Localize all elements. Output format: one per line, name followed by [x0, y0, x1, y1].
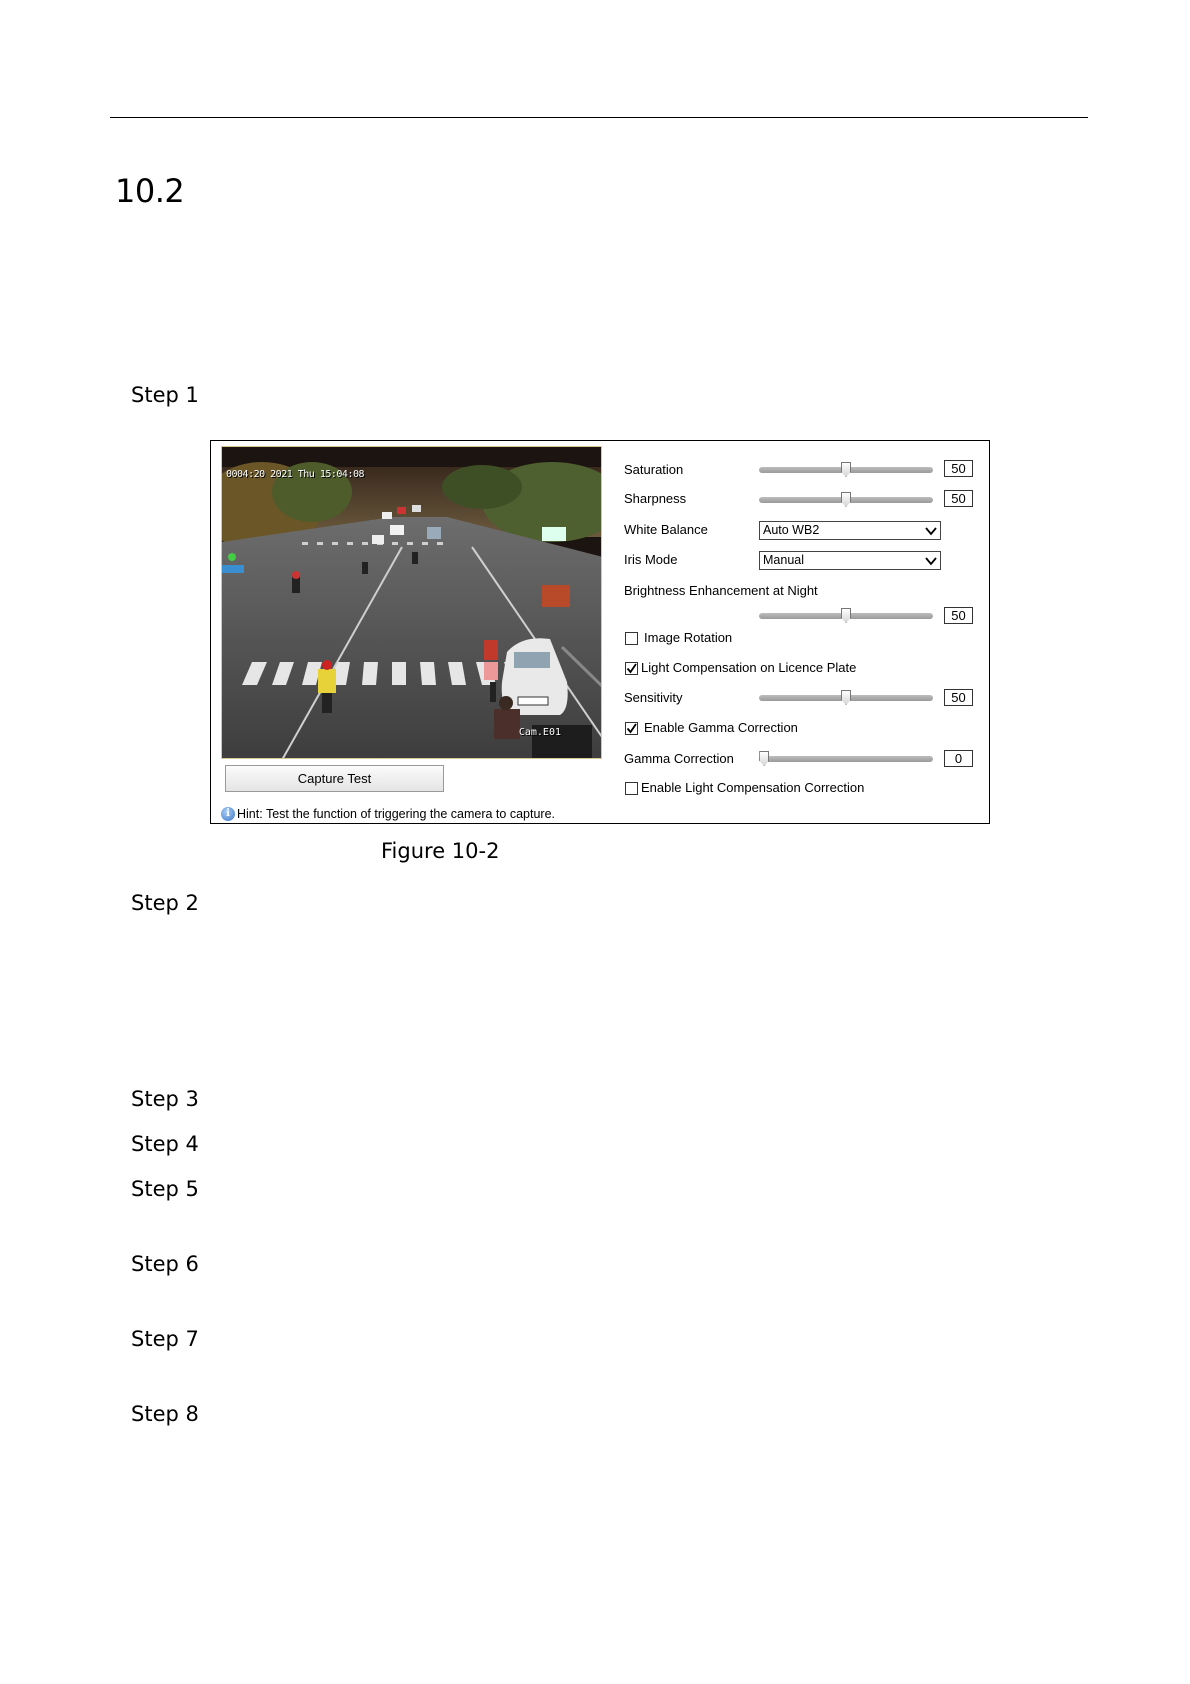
- step-4-label: Step 4: [131, 1132, 199, 1156]
- saturation-slider[interactable]: [759, 467, 933, 473]
- iris-mode-selected: Manual: [763, 553, 804, 567]
- sensitivity-slider[interactable]: [759, 695, 933, 701]
- white-balance-label: White Balance: [624, 522, 708, 537]
- light-comp-plate-label: Light Compensation on Licence Plate: [641, 660, 857, 675]
- brightness-night-label: Brightness Enhancement at Night: [624, 583, 818, 598]
- white-balance-select[interactable]: [759, 521, 941, 540]
- enable-light-comp-label: Enable Light Compensation Correction: [641, 780, 865, 795]
- live-video-view: [221, 446, 602, 759]
- sharpness-slider-thumb[interactable]: [841, 492, 851, 507]
- sensitivity-label: Sensitivity: [624, 690, 683, 705]
- iris-mode-label: Iris Mode: [624, 552, 678, 567]
- chevron-down-icon: [925, 555, 937, 567]
- sensitivity-slider-thumb[interactable]: [841, 690, 851, 705]
- video-camera-osd: Cam.E01: [518, 727, 561, 738]
- iris-mode-select[interactable]: [759, 551, 941, 570]
- traffic-scene-image: [222, 447, 602, 759]
- enable-gamma-checkbox[interactable]: [625, 722, 638, 735]
- camera-settings-panel: [210, 440, 990, 824]
- saturation-label: Saturation: [624, 462, 684, 477]
- gamma-correction-label: Gamma Correction: [624, 751, 734, 766]
- step-1-label: Step 1: [131, 383, 199, 407]
- sharpness-value[interactable]: 50: [944, 490, 973, 507]
- gamma-correction-slider[interactable]: [759, 756, 933, 762]
- gamma-correction-slider-thumb[interactable]: [759, 751, 769, 766]
- gamma-correction-value[interactable]: 0: [944, 750, 973, 767]
- checkmark-icon: [626, 723, 637, 734]
- enable-light-comp-checkbox[interactable]: [625, 782, 638, 795]
- info-icon: i: [221, 807, 235, 821]
- step-6-label: Step 6: [131, 1252, 199, 1276]
- sharpness-slider[interactable]: [759, 497, 933, 503]
- video-timestamp-osd: 0004:20 2021 Thu 15:04:08: [226, 469, 365, 480]
- image-rotation-checkbox[interactable]: [625, 632, 638, 645]
- figure-caption: Figure 10-2: [381, 839, 500, 863]
- white-balance-selected: Auto WB2: [763, 523, 820, 537]
- step-2-label: Step 2: [131, 891, 199, 915]
- enable-gamma-label: Enable Gamma Correction: [644, 720, 798, 735]
- saturation-slider-thumb[interactable]: [841, 462, 851, 477]
- light-comp-plate-checkbox[interactable]: [625, 662, 638, 675]
- chevron-down-icon: [925, 525, 937, 537]
- hint-label: Hint: Test the function of triggering the camera to capture.: [237, 807, 555, 821]
- image-rotation-label: Image Rotation: [644, 630, 733, 645]
- step-7-label: Step 7: [131, 1327, 199, 1351]
- hint-text: [221, 807, 555, 821]
- brightness-night-value[interactable]: 50: [944, 607, 973, 624]
- sharpness-label: Sharpness: [624, 491, 687, 506]
- brightness-night-slider-thumb[interactable]: [841, 608, 851, 623]
- step-3-label: Step 3: [131, 1087, 199, 1111]
- saturation-value[interactable]: 50: [944, 460, 973, 477]
- section-number: 10.2: [115, 172, 185, 210]
- header-rule: [110, 117, 1088, 118]
- step-5-label: Step 5: [131, 1177, 199, 1201]
- capture-test-button[interactable]: Capture Test: [225, 765, 444, 792]
- checkmark-icon: [626, 663, 637, 674]
- sensitivity-value[interactable]: 50: [944, 689, 973, 706]
- brightness-night-slider[interactable]: [759, 613, 933, 619]
- step-8-label: Step 8: [131, 1402, 199, 1426]
